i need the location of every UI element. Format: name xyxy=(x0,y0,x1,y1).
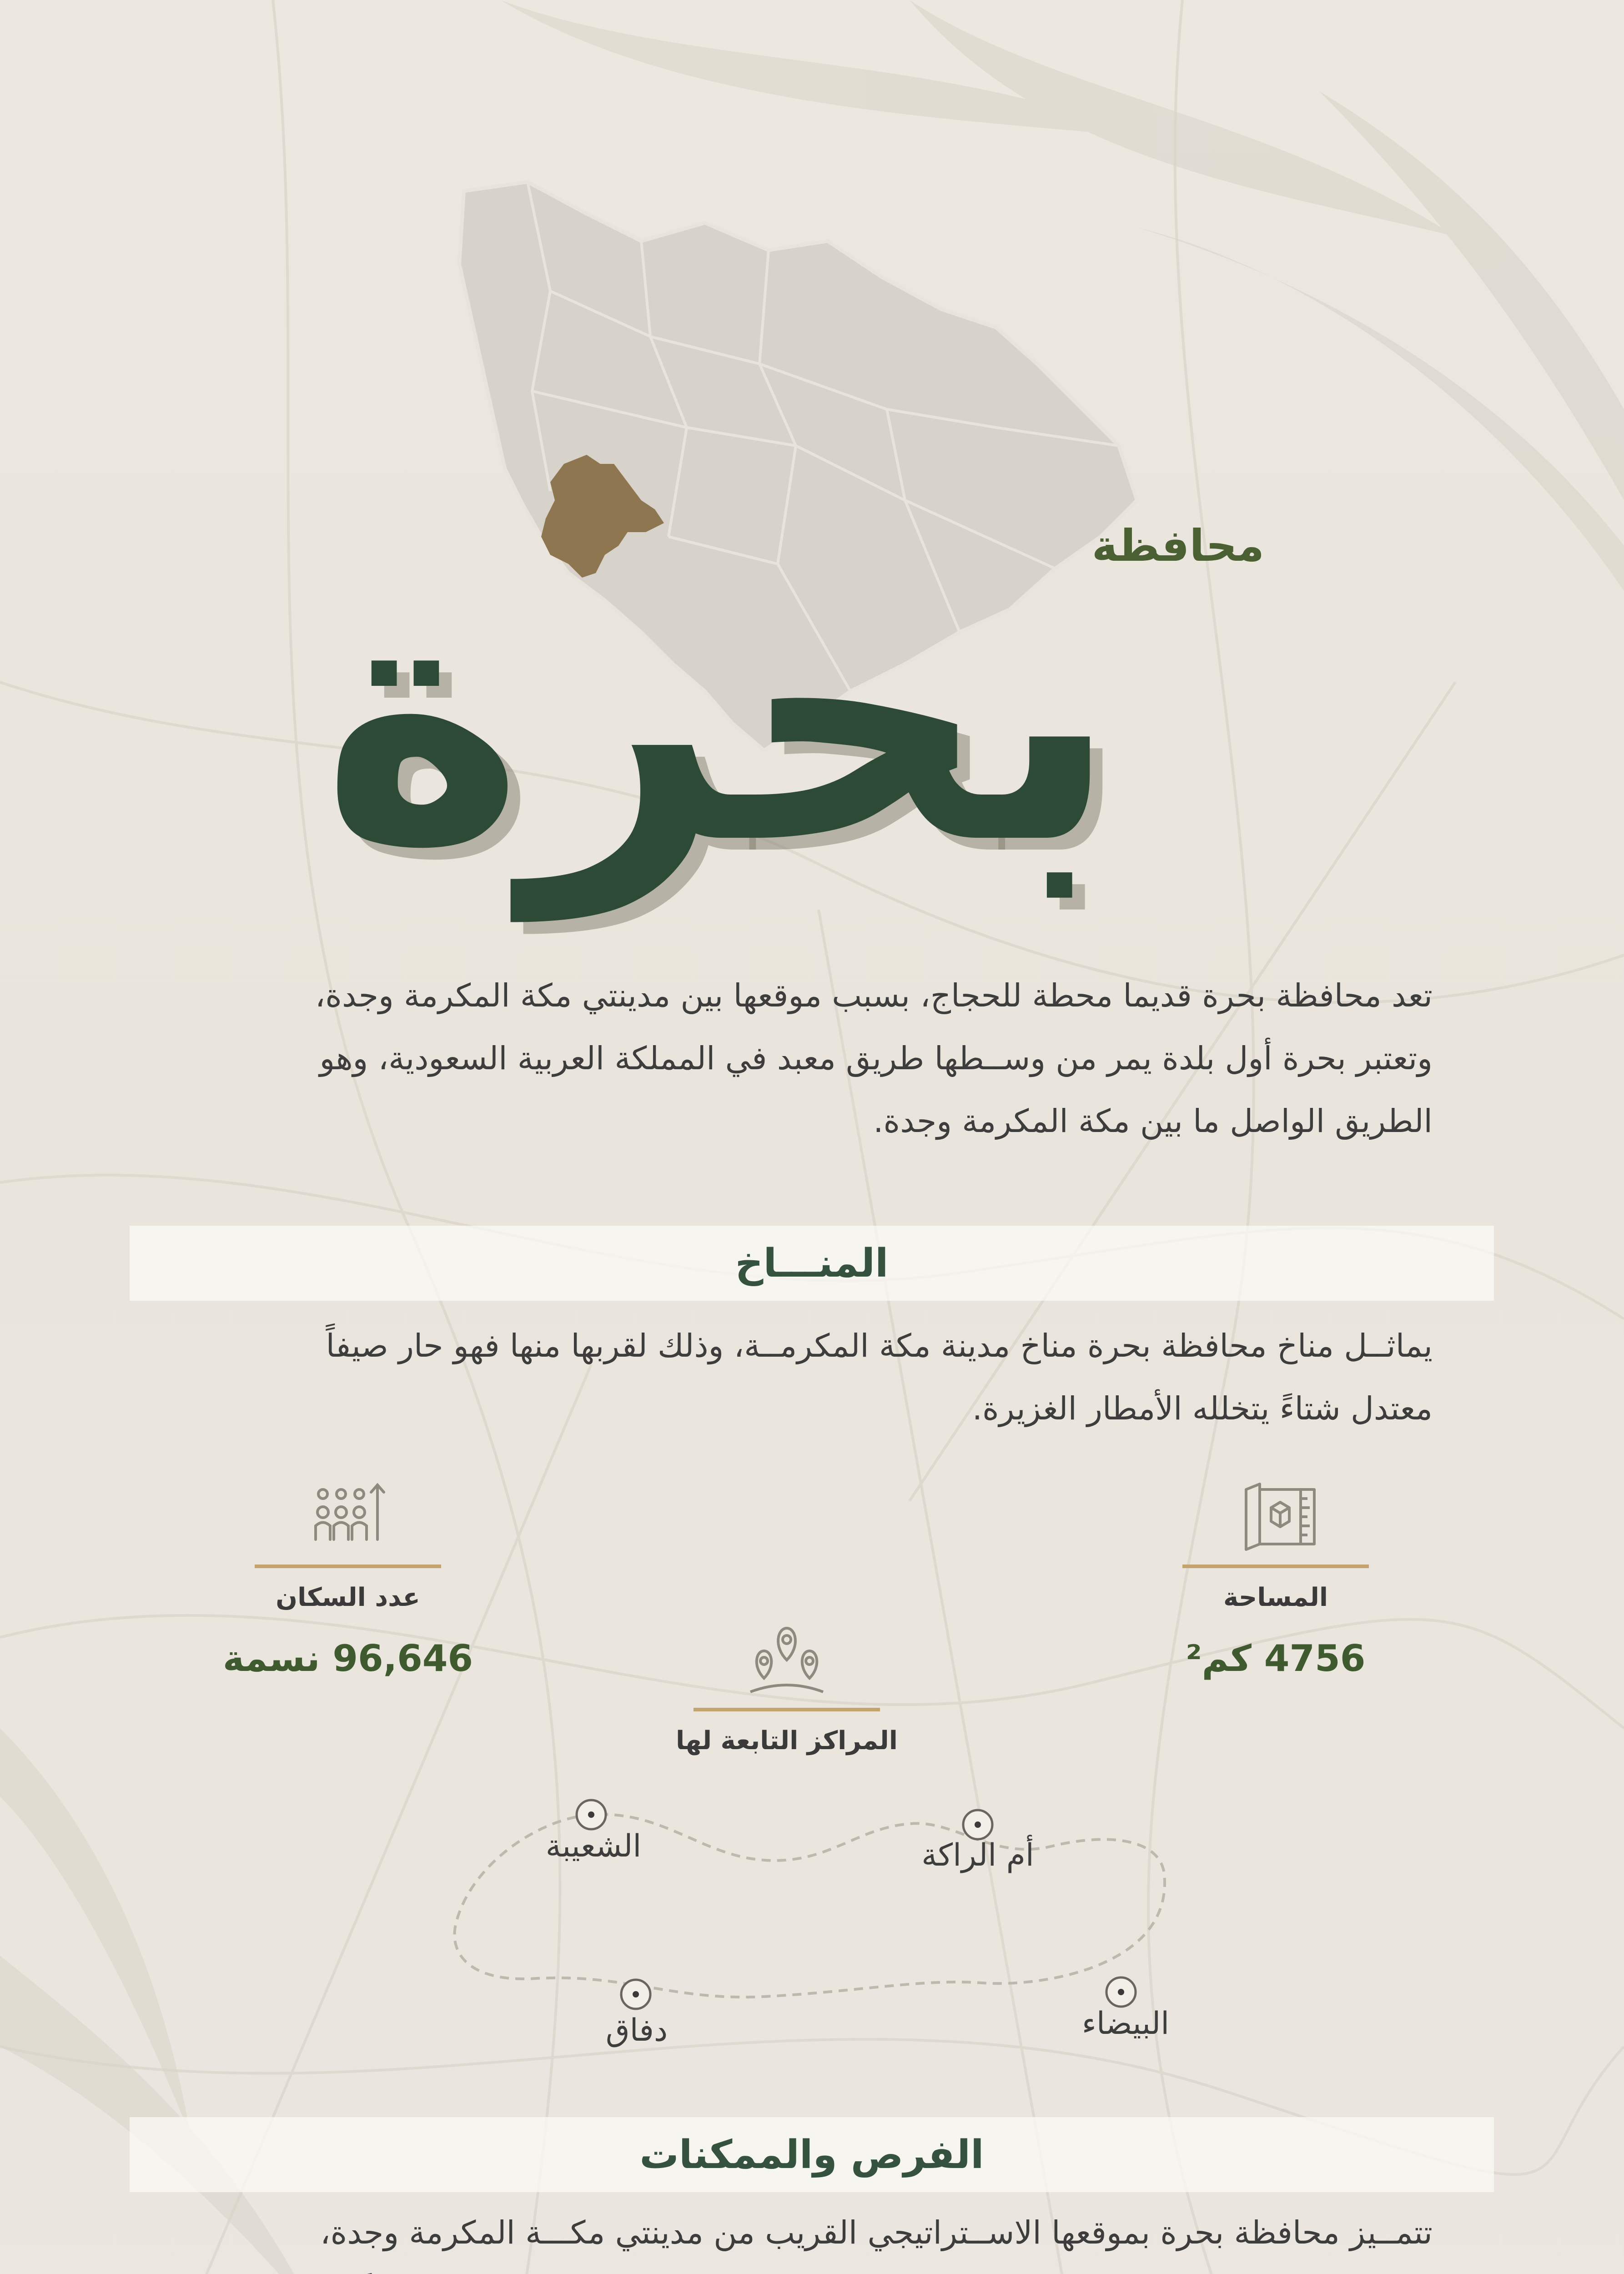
intro-line: تعد محافظة بحرة قديما محطة للحجاج، بسبب موقعها بين مدينتي مكة المكرمة وجدة، xyxy=(315,977,1433,1014)
climate-line: يماثــل مناخ محافظة بحرة مناخ مدينة مكة المكرمــة، وذلك لقربها منها فهو حار صيفاً xyxy=(326,1327,1433,1364)
center-marker xyxy=(1106,1977,1136,2007)
area-value: 4756 كم² xyxy=(1186,1637,1366,1680)
population-growth-icon xyxy=(309,1480,387,1553)
center-label-umm-alrakah: أم الراكة xyxy=(921,1837,1034,1873)
title-prefix: محافظة xyxy=(1091,520,1264,571)
page-title: بحرة xyxy=(321,518,1119,920)
opportunities-heading: الفرص والممكنات xyxy=(639,2132,984,2178)
opportunities-line: تتمــيز محافظة بحرة بموقعها الاســتراتيجي القريب من مدينتي مكـــة المكرمة وجدة، xyxy=(320,2214,1433,2251)
center-marker xyxy=(577,1800,606,1829)
center-marker xyxy=(621,1980,650,2009)
center-label-diffaq: دفاق xyxy=(605,2012,668,2048)
climate-paragraph xyxy=(227,1314,1433,1440)
population-value: 96,646 نسمة xyxy=(222,1637,473,1680)
population-divider xyxy=(255,1565,441,1568)
opportunities-line xyxy=(227,2264,1433,2274)
center-label-shuaibah: الشعيبة xyxy=(545,1828,642,1864)
center-label-albaidha: البيضاء xyxy=(1081,2006,1170,2042)
area-divider xyxy=(1182,1565,1369,1568)
population-label: عدد السكان xyxy=(276,1583,420,1612)
opportunities-paragraph xyxy=(227,2201,1433,2274)
opportunities-heading-bar xyxy=(130,2117,1494,2192)
centers-divider xyxy=(694,1708,880,1711)
intro-line: الطريق الواصل ما بين مكة المكرمة وجدة. xyxy=(873,1102,1433,1140)
intro-line: وتعتبر بحرة أول بلدة يمر من وســطها طريق معبد في المملكة العربية السعودية، وهو xyxy=(319,1040,1433,1077)
area-label: المساحة xyxy=(1223,1583,1328,1612)
intro-paragraph xyxy=(227,964,1433,1152)
climate-line: معتدل شتاءً يتخلله الأمطار الغزيرة. xyxy=(972,1390,1433,1427)
map-ruler-icon xyxy=(1242,1480,1319,1553)
climate-heading: المنـــاخ xyxy=(735,1240,889,1286)
climate-heading-bar xyxy=(130,1226,1494,1301)
centers-label: المراكز التابعة لها xyxy=(676,1726,898,1756)
center-marker xyxy=(963,1810,992,1839)
location-pins-icon xyxy=(746,1624,828,1696)
